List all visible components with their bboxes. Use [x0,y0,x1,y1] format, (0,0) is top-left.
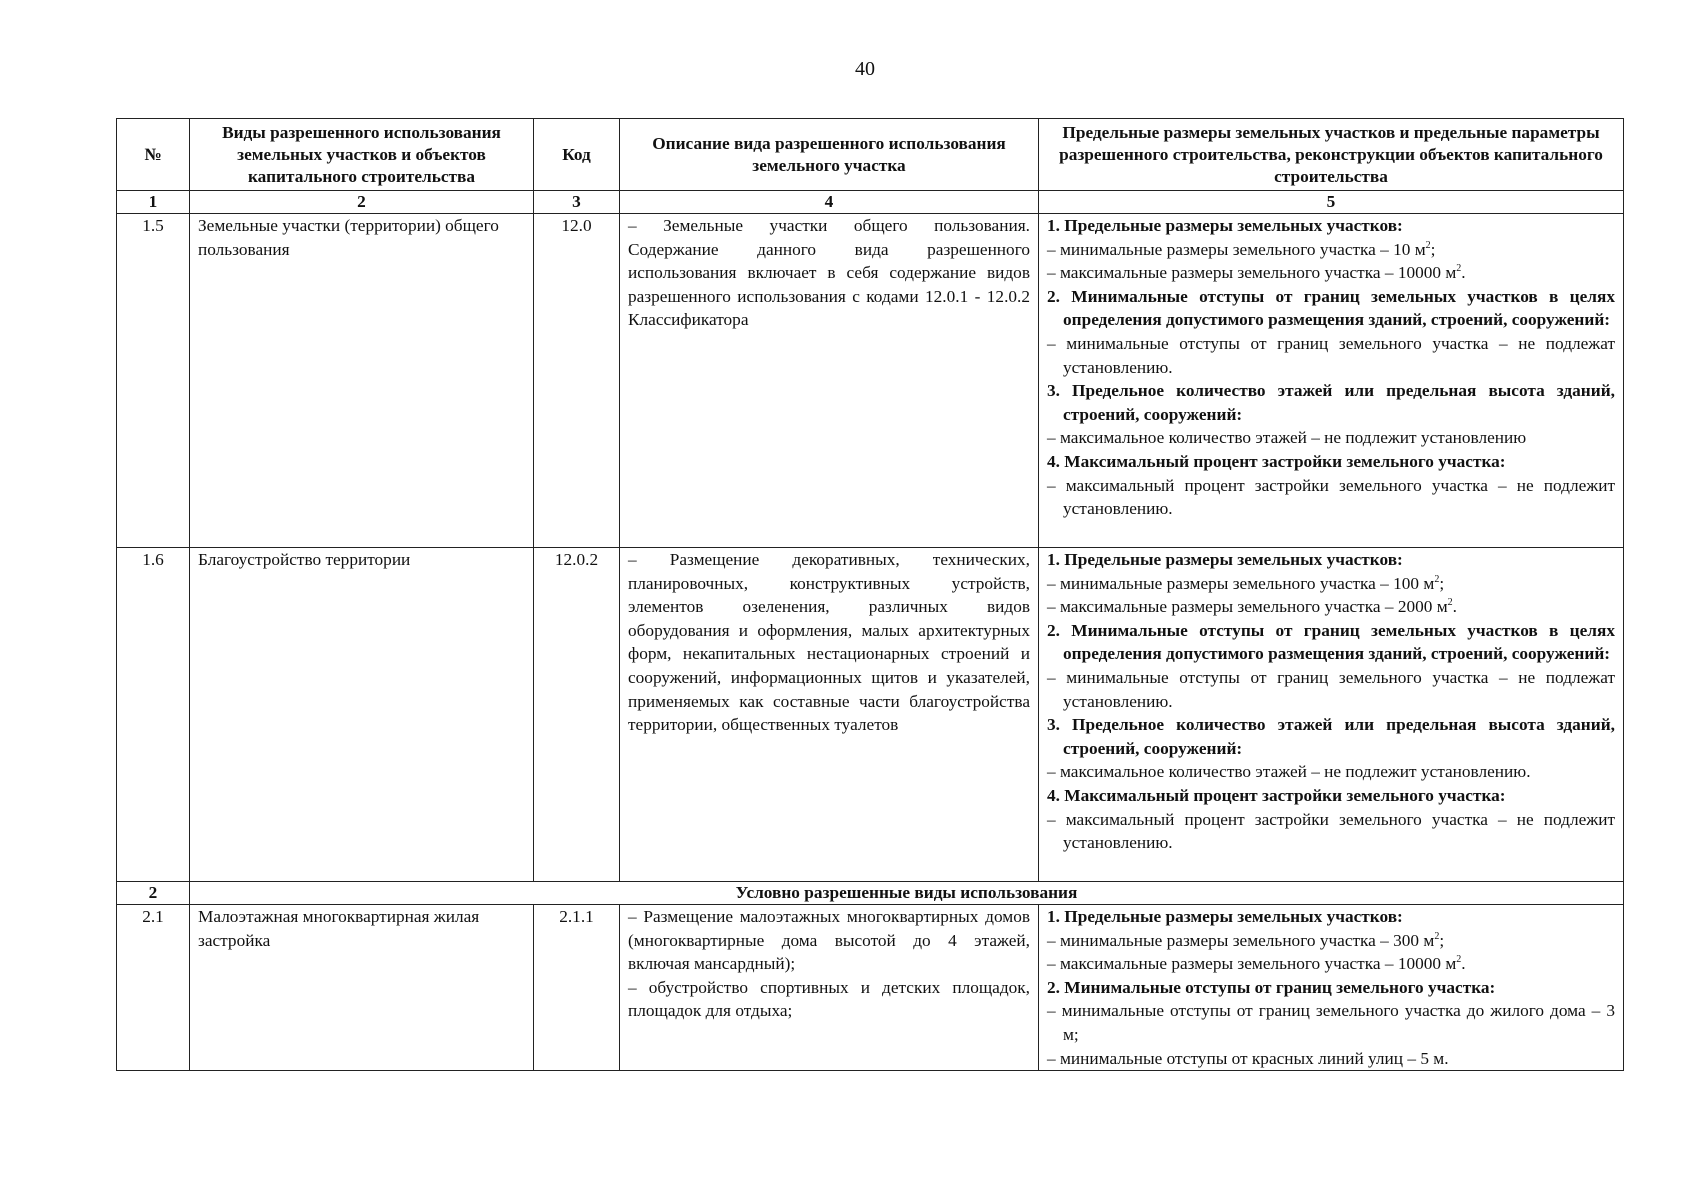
parameter-item: – максимальные размеры земельного участка – 10000 $м^2$. [1047,263,1466,283]
table-row [117,214,1624,548]
row-code: 2.1.1 [534,905,620,1071]
row-use-type: Земельные участки (территории) общего пользования [190,214,534,548]
parameter-heading: 3. Предельное количество этажей или предельная высота зданий, строений, сооружений: [1047,715,1615,758]
column-number: 3 [534,191,620,214]
parameter-heading: 2. Минимальные отступы от границ земельных участков в целях определения допустимого размещения зданий, строений, сооружений: [1047,286,1615,330]
header-parameters: Предельные размеры земельных участков и предельные параметры разрешенного строительства, реконструкции объектов капитального строительства [1039,119,1624,191]
parameter-heading: 1. Предельные размеры земельных участков: [1047,907,1403,926]
parameter-item: – максимальные размеры земельного участка – 2000 $м^2$. [1047,597,1457,617]
row-number: 1.5 [117,214,190,548]
superscript: 2 [1425,239,1431,251]
section-row [117,882,1624,905]
header-number: № [117,119,190,191]
section-number: 2 [117,882,190,905]
row-number: 2.1 [117,905,190,1071]
row-code: 12.0.2 [534,548,620,882]
parameter-item: – минимальные отступы от границ земельного участка – не подлежат установлению. [1047,667,1615,711]
parameter-heading: 2. Минимальные отступы от границ земельного участка: [1047,977,1496,997]
parameter-heading: 1. Предельные размеры земельных участков: [1047,216,1403,235]
row-description [620,905,1039,1071]
parameter-heading: 1. Предельные размеры земельных участков: [1047,550,1403,569]
superscript: 2 [1434,930,1440,942]
parameter-item: – максимальные размеры земельного участка – 10000 $м^2$. [1047,954,1466,974]
parameter-item: – максимальное количество этажей – не подлежит установлению [1047,428,1527,448]
row-parameters [1039,905,1624,1071]
parameter-item: – минимальные отступы от красных линий улиц – 5 м. [1047,1048,1449,1068]
header-description: Описание вида разрешенного использования земельного участка [620,119,1039,191]
header-use-types: Виды разрешенного использования земельных участков и объектов капитального строительства [190,119,534,191]
column-number: 2 [190,191,534,214]
parameter-heading: 3. Предельное количество этажей или предельная высота зданий, строений, сооружений: [1047,381,1615,424]
superscript: 2 [1456,263,1462,275]
parameter-heading: 4. Максимальный процент застройки земельного участка: [1047,451,1506,471]
row-parameters [1039,214,1624,548]
parameter-item: – минимальные размеры земельного участка – 10 $м^2$; [1047,239,1436,259]
parameter-item: – максимальный процент застройки земельного участка – не подлежит установлению. [1047,809,1615,853]
column-numbers-row [117,191,1624,214]
description-line: – обустройство спортивных и детских площадок, площадок для отдыха; [628,977,1030,1021]
parameter-item: – максимальный процент застройки земельного участка – не подлежит установлению. [1047,475,1615,519]
row-number: 1.6 [117,548,190,882]
header-code: Код [534,119,620,191]
section-title: Условно разрешенные виды использования [190,882,1624,905]
table-row [117,905,1624,1071]
row-parameters [1039,548,1624,882]
parameter-item: – минимальные отступы от границ земельного участка – не подлежат установлению. [1047,333,1615,377]
zoning-table [116,118,1624,1071]
row-use-type: Благоустройство территории [190,548,534,882]
row-code: 12.0 [534,214,620,548]
parameter-item: – минимальные размеры земельного участка – 300 $м^2$; [1047,930,1445,950]
parameter-item: – максимальное количество этажей – не подлежит установлению. [1047,762,1531,782]
table-row [117,548,1624,882]
parameter-item: – минимальные отступы от границ земельного участка до жилого дома – 3 м; [1047,1001,1615,1044]
description-line: – Размещение малоэтажных многоквартирных домов (многоквартирные дома высотой до 4 этажей, включая мансардный); [628,907,1030,974]
superscript: 2 [1434,573,1440,585]
column-number: 5 [1039,191,1624,214]
page-number: 40 [855,58,875,80]
superscript: 2 [1447,597,1453,609]
row-description: – Размещение декоративных, технических, планировочных, конструктивных устройств, элементов озеленения, различных видов оборудования и оформления, малых архитектурных форм, некапитальных нестационарных строений и сооружений, информационных щитов и указателей, применяемых как составные части благоустройства территории, общественных туалетов [620,548,1039,882]
column-number: 4 [620,191,1039,214]
row-use-type: Малоэтажная многоквартирная жилая застройка [190,905,534,1071]
parameter-heading: 4. Максимальный процент застройки земельного участка: [1047,785,1506,805]
parameter-heading: 2. Минимальные отступы от границ земельных участков в целях определения допустимого размещения зданий, строений, сооружений: [1047,620,1615,664]
table-header-row [117,119,1624,191]
superscript: 2 [1456,954,1462,966]
parameter-item: – минимальные размеры земельного участка – 100 $м^2$; [1047,573,1445,593]
row-description: – Земельные участки общего пользования. Содержание данного вида разрешенного использования включает в себя содержание видов разрешенного использования с кодами 12.0.1 - 12.0.2 Классификатора [620,214,1039,548]
column-number: 1 [117,191,190,214]
